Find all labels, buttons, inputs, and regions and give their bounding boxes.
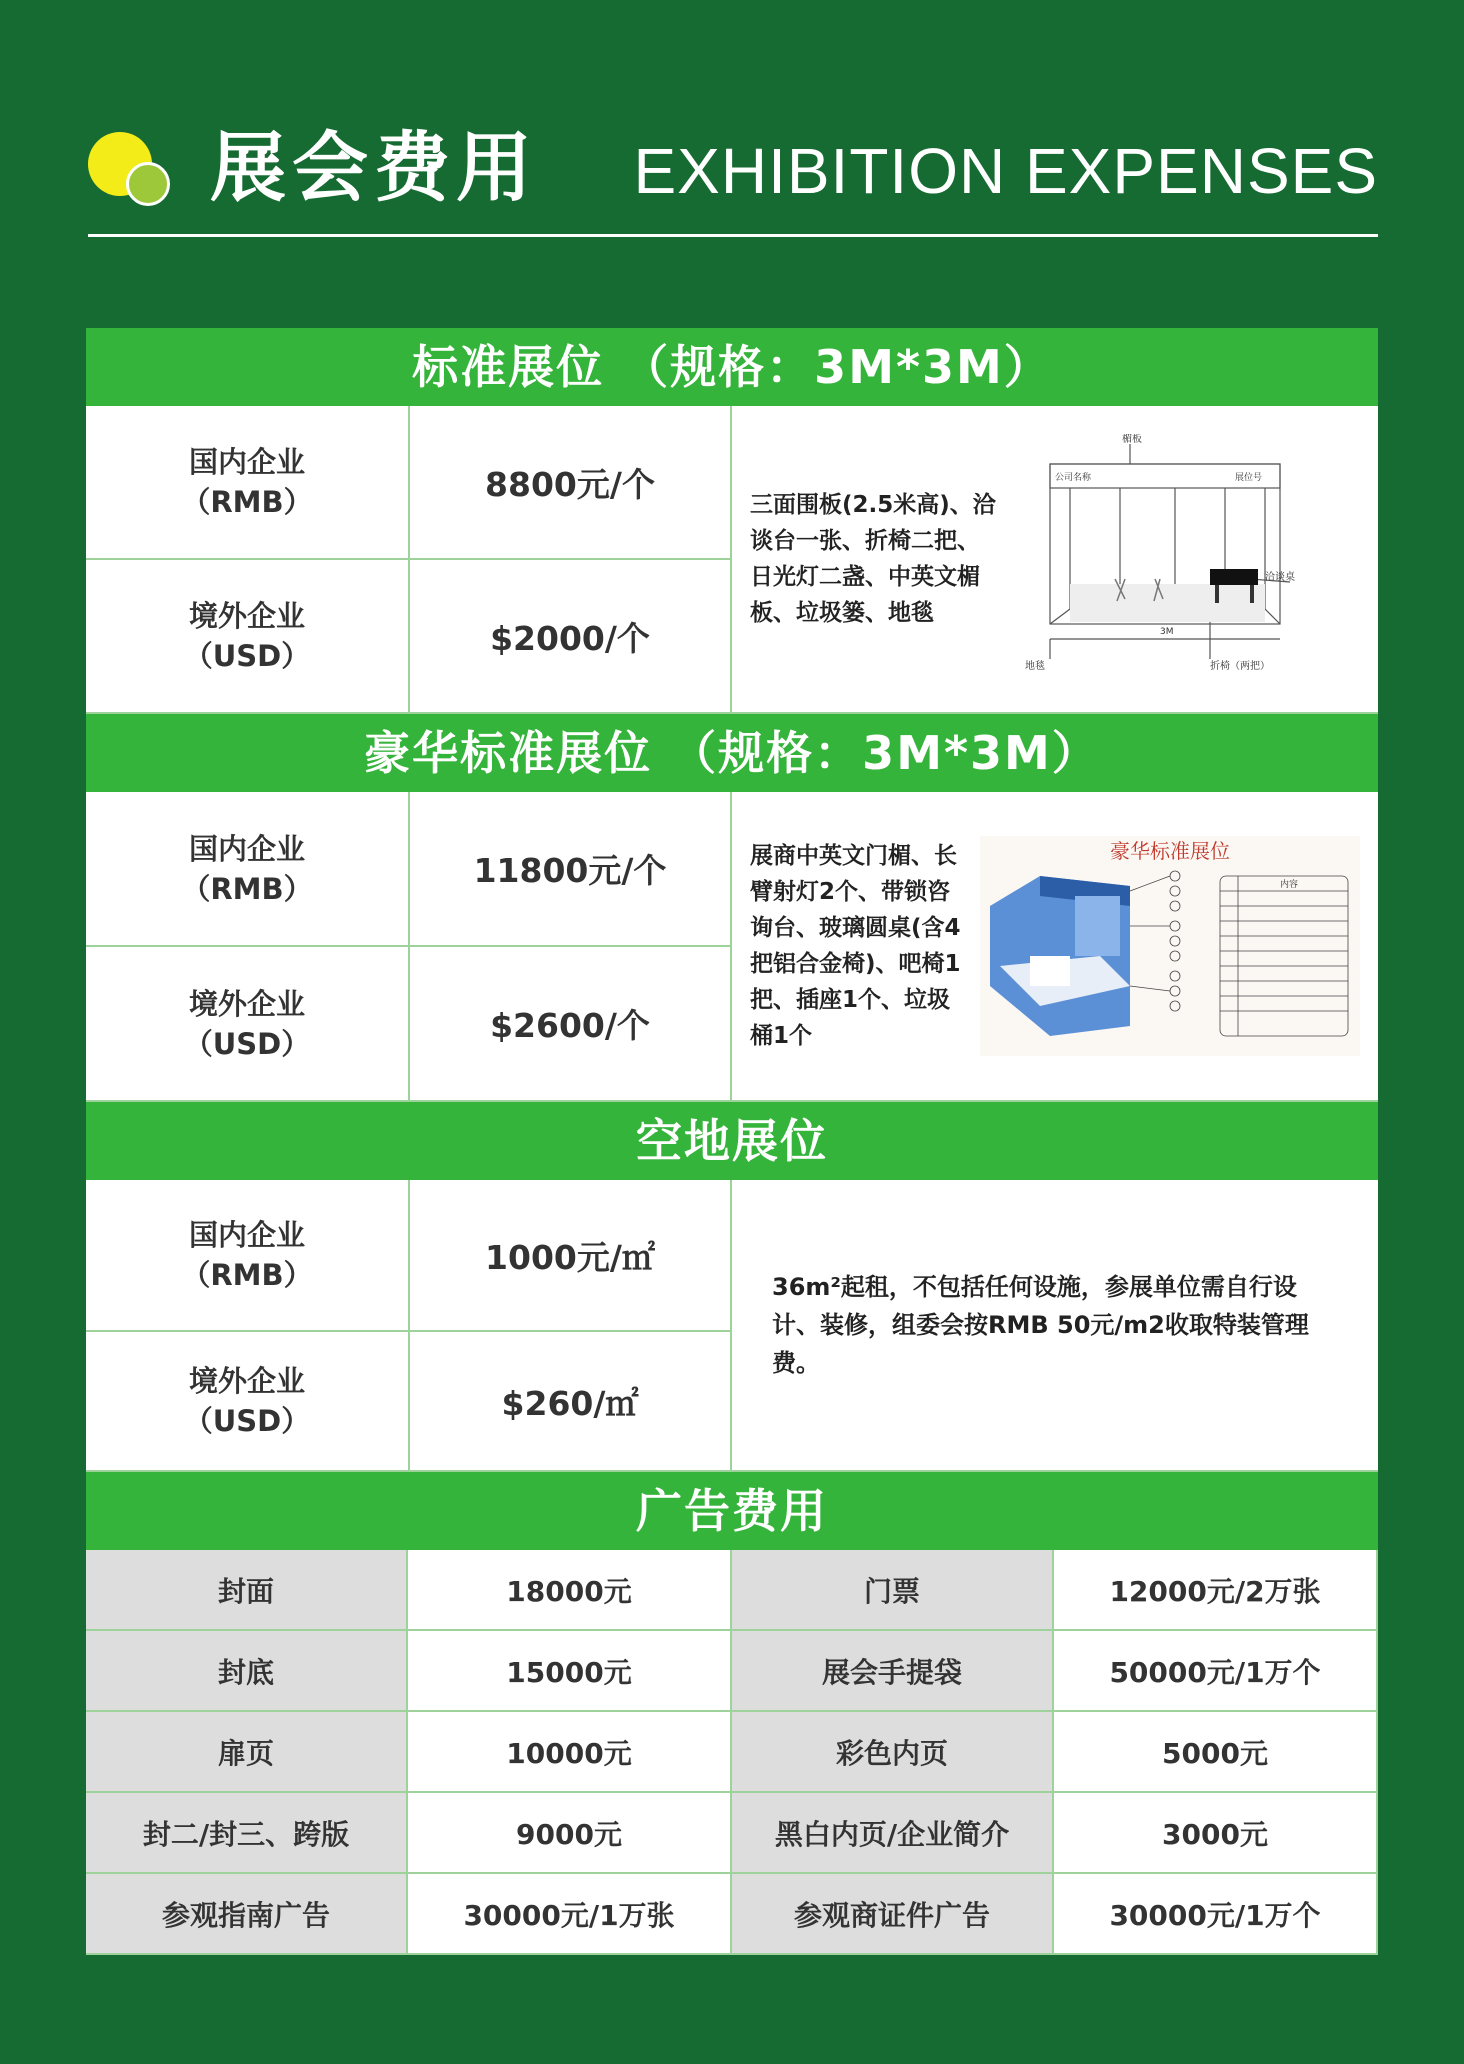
label-line: 国内企业 <box>188 445 305 479</box>
figure-label-top: 楣板 <box>1122 434 1142 445</box>
label-line: 国内企业 <box>188 1218 305 1252</box>
foreign-price: $2000/个 <box>410 560 732 714</box>
deluxe-desc-cell <box>732 792 1378 1102</box>
ad-name: 黑白内页/企业简介 <box>732 1793 1054 1874</box>
ad-name: 封面 <box>86 1550 408 1631</box>
label-line: （USD） <box>183 639 311 673</box>
raw-space-desc-cell <box>732 1180 1378 1472</box>
ad-price: 30000元/1万个 <box>1054 1874 1378 1955</box>
standard-booth-diagram <box>1010 434 1310 684</box>
domestic-price: 1000元/㎡ <box>410 1180 732 1332</box>
page-title-cn: 展会费用 <box>210 123 538 212</box>
deluxe-desc: 展商中英文门楣、长臂射灯2个、带锁咨询台、玻璃圆桌(含4把铝合金椅)、吧椅1把、插座1个、垃圾桶1个 <box>750 843 961 1049</box>
section-title-raw-space: 空地展位 <box>86 1102 1378 1180</box>
ad-name: 门票 <box>732 1550 1054 1631</box>
ad-price: 10000元 <box>408 1712 732 1793</box>
domestic-label <box>86 1180 410 1332</box>
ad-name: 扉页 <box>86 1712 408 1793</box>
figure-label-carpet: 地毯 <box>1025 661 1045 672</box>
standard-desc-cell <box>732 406 1378 714</box>
ad-price: 30000元/1万张 <box>408 1874 732 1955</box>
domestic-label <box>86 792 410 947</box>
ad-name: 封底 <box>86 1631 408 1712</box>
green-circle-icon <box>126 162 170 206</box>
label-line: （RMB） <box>181 485 313 519</box>
section-title-ads: 广告费用 <box>86 1472 1378 1550</box>
domestic-price: 8800元/个 <box>410 406 732 560</box>
standard-booth-block <box>86 406 1378 714</box>
label-line: 境外企业 <box>188 599 305 633</box>
ad-name: 封二/封三、跨版 <box>86 1793 408 1874</box>
section-title-deluxe: 豪华标准展位 （规格：3M*3M） <box>86 714 1378 792</box>
header-divider <box>88 234 1378 237</box>
figure-label-desk: 洽谈桌 <box>1265 572 1295 583</box>
label-line: （RMB） <box>181 1258 313 1292</box>
deluxe-figure-list-header: 内容 <box>1280 880 1299 890</box>
ad-price: 3000元 <box>1054 1793 1378 1874</box>
foreign-label <box>86 947 410 1102</box>
raw-space-block <box>86 1180 1378 1472</box>
ad-price: 50000元/1万个 <box>1054 1631 1378 1712</box>
foreign-price: $2600/个 <box>410 947 732 1102</box>
standard-desc: 三面围板(2.5米高)、洽谈台一张、折椅二把、日光灯二盏、中英文楣板、垃圾篓、地毯 <box>750 492 996 626</box>
deluxe-booth-block <box>86 792 1378 1102</box>
deluxe-figure-title: 豪华标准展位 <box>1110 839 1230 863</box>
raw-space-desc: 36m²起租，不包括任何设施，参展单位需自行设计、装修，组委会按RMB 50元/m2收取特装管理费。 <box>772 1273 1309 1377</box>
label-line: 境外企业 <box>188 986 305 1021</box>
ad-name: 彩色内页 <box>732 1712 1054 1793</box>
foreign-price: $260/㎡ <box>410 1332 732 1472</box>
label-line: 境外企业 <box>188 1364 305 1398</box>
foreign-label <box>86 1332 410 1472</box>
label-line: 国内企业 <box>188 831 305 866</box>
label-line: （USD） <box>183 1404 311 1438</box>
label-line: （RMB） <box>181 871 313 906</box>
label-line: （USD） <box>183 1026 311 1061</box>
ad-name: 参观商证件广告 <box>732 1874 1054 1955</box>
ad-name: 参观指南广告 <box>86 1874 408 1955</box>
expenses-table <box>86 328 1378 1955</box>
domestic-price: 11800元/个 <box>410 792 732 947</box>
figure-label-company: 公司名称 <box>1055 473 1092 483</box>
foreign-label <box>86 560 410 714</box>
page-title-en: EXHIBITION EXPENSES <box>633 135 1378 207</box>
ad-name: 展会手提袋 <box>732 1631 1054 1712</box>
section-title-standard: 标准展位 （规格：3M*3M） <box>86 328 1378 406</box>
ad-price: 15000元 <box>408 1631 732 1712</box>
ad-price: 5000元 <box>1054 1712 1378 1793</box>
figure-label-booth-no: 展位号 <box>1235 473 1263 483</box>
ad-price: 12000元/2万张 <box>1054 1550 1378 1631</box>
ads-grid <box>86 1550 1378 1955</box>
deluxe-booth-image <box>980 836 1360 1056</box>
figure-label-chairs: 折椅（两把） <box>1210 661 1270 672</box>
page-header <box>88 118 1378 242</box>
domestic-label <box>86 406 410 560</box>
ad-price: 9000元 <box>408 1793 732 1874</box>
ad-price: 18000元 <box>408 1550 732 1631</box>
figure-label-width: 3M <box>1160 627 1174 637</box>
